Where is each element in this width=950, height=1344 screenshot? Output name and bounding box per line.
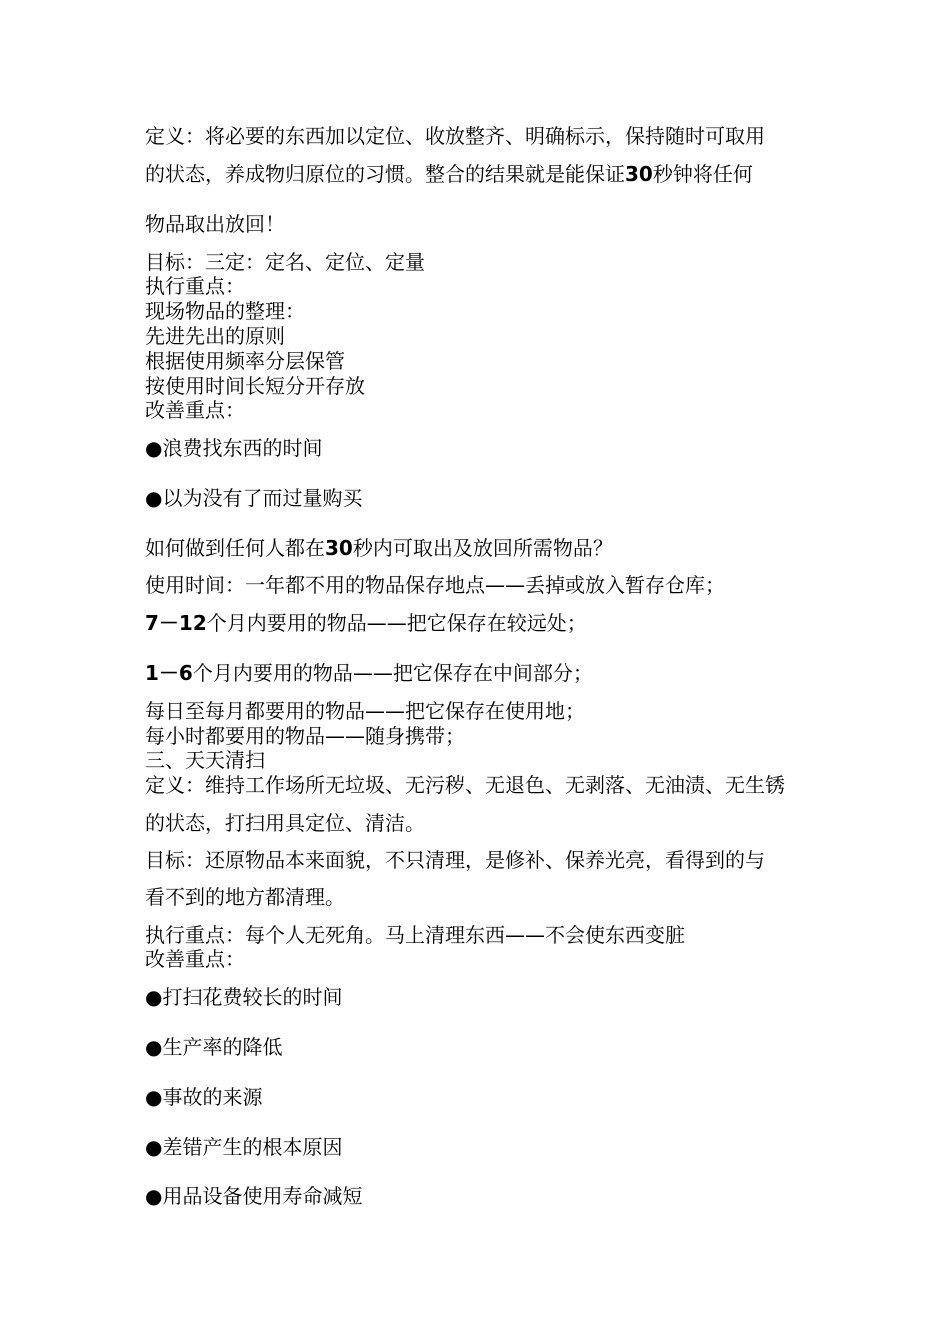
definition-text-3: 物品取出放回！ [145, 212, 285, 236]
question-seconds-number: 30 [325, 536, 353, 560]
item-fifo-text: 先进先出的原则 [145, 324, 285, 348]
definition-text-1: 定义：将必要的东西加以定位、收放整齐、明确标示，保持随时可取用 [145, 124, 765, 148]
bullet-waste-text: ●浪费找东西的时间 [145, 436, 323, 460]
definition-text-2a: 的状态，养成物归原位的习惯。整合的结果就是能保证 [145, 162, 625, 186]
exec-heading [145, 274, 825, 298]
clean-bullet-3-text: ●事故的来源 [145, 1085, 263, 1109]
clean-bullet-2 [145, 1035, 825, 1059]
clean-definition-text-1: 定义：维持工作场所无垃圾、无污秽、无退色、无剥落、无油渍、无生锈 [145, 773, 785, 797]
bullet-overbuy-text: ●以为没有了而过量购买 [145, 486, 363, 510]
definition-seconds-number: 30 [625, 162, 653, 186]
item-arrange [145, 299, 825, 323]
usage-text: 使用时间：一年都不用的物品保存地点——丢掉或放入暂存仓库； [145, 573, 725, 597]
goal-line [145, 250, 825, 274]
definition-line-1 [145, 124, 825, 148]
clean-improve-heading [145, 947, 825, 971]
item-fifo [145, 324, 825, 348]
clean-improve-heading-text: 改善重点： [145, 947, 245, 971]
item-frequency [145, 349, 825, 373]
usage-hourly [145, 724, 825, 748]
goal-text: 目标：三定：定名、定位、定量 [145, 250, 425, 274]
definition-line-2 [145, 162, 825, 186]
clean-bullet-1 [145, 985, 825, 1009]
usage-daily-text: 每日至每月都要用的物品——把它保存在使用地； [145, 699, 585, 723]
clean-definition-line-2 [145, 811, 825, 835]
improve-heading [145, 398, 825, 422]
definition-line-3 [145, 212, 825, 236]
usage-line [145, 573, 825, 597]
clean-bullet-5-text: ●用品设备使用寿命减短 [145, 1184, 363, 1208]
item-arrange-text: 现场物品的整理： [145, 299, 305, 323]
section-3-title [145, 748, 825, 772]
clean-bullet-4-text: ●差错产生的根本原因 [145, 1135, 343, 1159]
usage-7-12-text: 个月内要用的物品——把它保存在较远处； [206, 611, 587, 635]
item-time [145, 374, 825, 398]
usage-7-12-number: 7－12 [145, 611, 207, 635]
clean-goal-line-1 [145, 848, 825, 872]
question-text-a: 如何做到任何人都在 [145, 536, 325, 560]
usage-1-6 [145, 661, 825, 685]
usage-daily [145, 699, 825, 723]
clean-definition-line-1 [145, 773, 825, 797]
clean-bullet-5 [145, 1184, 825, 1208]
bullet-waste [145, 436, 825, 460]
clean-goal-line-2 [145, 885, 825, 909]
usage-hourly-text: 每小时都要用的物品——随身携带； [145, 724, 465, 748]
clean-goal-text-1: 目标：还原物品本来面貌，不只清理，是修补、保养光亮，看得到的与 [145, 848, 765, 872]
bullet-overbuy [145, 486, 825, 510]
usage-1-6-number: 1－6 [145, 661, 193, 685]
definition-text-2b: 秒钟将任何 [652, 162, 753, 186]
improve-heading-text: 改善重点： [145, 398, 245, 422]
item-time-text: 按使用时间长短分开存放 [145, 374, 365, 398]
clean-bullet-1-text: ●打扫花费较长的时间 [145, 985, 343, 1009]
clean-bullet-4 [145, 1135, 825, 1159]
section-3-title-text: 三、天天清扫 [145, 748, 265, 772]
clean-definition-text-2: 的状态，打扫用具定位、清洁。 [145, 811, 425, 835]
usage-7-12 [145, 611, 825, 635]
question-line [145, 536, 825, 560]
clean-exec-text: 执行重点：每个人无死角。马上清理东西——不会使东西变脏 [145, 923, 685, 947]
clean-bullet-2-text: ●生产率的降低 [145, 1035, 283, 1059]
clean-exec-line [145, 923, 825, 947]
exec-heading-text: 执行重点： [145, 274, 245, 298]
clean-bullet-3 [145, 1085, 825, 1109]
question-text-b: 秒内可取出及放回所需物品？ [352, 536, 613, 560]
clean-goal-text-2: 看不到的地方都清理。 [145, 885, 345, 909]
item-frequency-text: 根据使用频率分层保管 [145, 349, 345, 373]
usage-1-6-text: 个月内要用的物品——把它保存在中间部分； [192, 661, 593, 685]
